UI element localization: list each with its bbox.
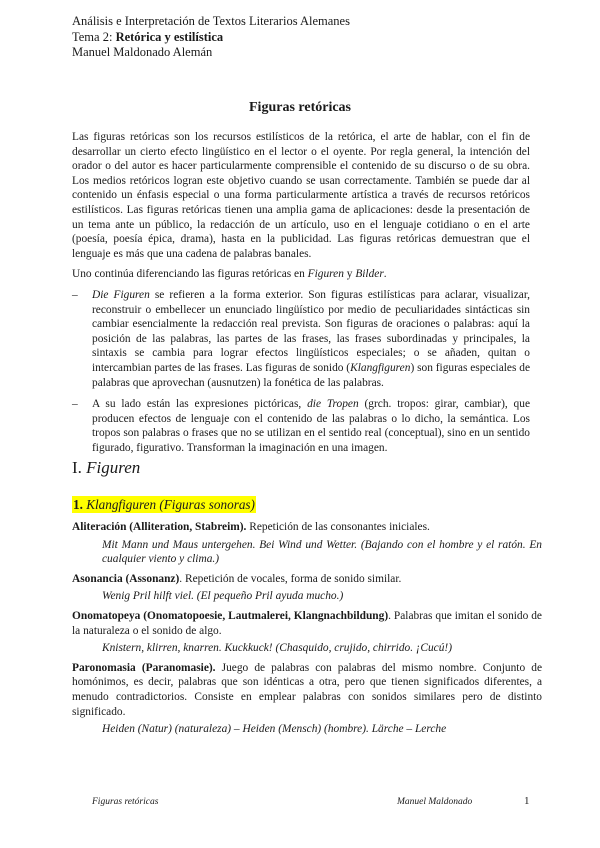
entry-paronomasia: Paronomasia (Paranomasie). Juego de palabras con palabras del mismo nombre. Conjunto de homónimos, es decir, palabras que son idénticas a otra, pero que tienen significados diferentes, a menudo contradictorios. Consiste en emplear palabras con sonidos similares pero de distinto significado. Heiden (Natur) (naturaleza) – Heiden (Mensch) (hombre). Lärche – Lerche xyxy=(72,661,543,736)
entry-asonancia: Asonancia (Assonanz). Repetición de vocales, forma de sonido similar. Wenig Pril hilft viel. (El pequeño Pril ayuda mucho.) xyxy=(72,572,542,604)
subsection-heading: 1. Klangfiguren (Figuras sonoras) xyxy=(73,497,255,512)
footer-author: Manuel Maldonado xyxy=(397,797,473,807)
page-number: 1 xyxy=(524,795,530,807)
intro-body xyxy=(72,130,530,462)
list-item-tropen: – A su lado están las expresiones pictóricas, die Tropen (grch. tropos: girar, cambiar), que producen efectos de lenguaje con el contenido de las palabras o lo dicho, la semántica. Los tropos son palabras o frases que no se utilizan en el sentido real (conceptual), sino en un sentido figurado, figurativo. Transforman la imaginación en una imagen. xyxy=(72,398,530,454)
dash-bullet: – xyxy=(72,398,78,411)
example: Knistern, klirren, knarren. Kuckkuck! (Chasquido, crujido, chirrido. ¡Cucú!) xyxy=(102,642,452,655)
example: Mit Mann und Maus untergehen. Bei Wind und Wetter. (Bajando con el hombre y el ratón. En cualquier viento y clima.) xyxy=(102,538,542,566)
figure-entries xyxy=(72,520,542,742)
dash-bullet: – xyxy=(72,288,78,301)
document-header xyxy=(72,14,350,61)
intro-paragraph: Las figuras retóricas son los recursos estilísticos de la retórica, el arte de hablar, con el fin de desarrollar un cierto efecto lingüístico en el lector o el oyente. Por regla general, la intención del orador o del autor es hacer particularmente comprensible el contenido de su discurso o de su obra. Los medios retóricos logran este objetivo cuando se usan correctamente. También se puede dar al contenido un énfasis especial o una forma particularmente artística a través de recursos retóricos estilísticos. Las figuras retóricas tienen una amplia gama de aplicaciones: desde la presentación de un tema ante un público, la redacción de un artículo, uso en el lenguaje cotidiano o en el arte (poesía, poesía épica, drama), hasta en la publicidad. Las figuras retóricas demuestran que el lenguaje es más que una cadena de palabras banales. xyxy=(72,131,530,260)
example: Wenig Pril hilft viel. (El pequeño Pril ayuda mucho.) xyxy=(102,590,344,603)
section-heading: I. Figuren xyxy=(72,458,141,477)
topic-title: Retórica y estilística xyxy=(115,29,224,44)
list-item-figuren: – Die Figuren se refieren a la forma exterior. Son figuras estilísticas para aclarar, visualizar, reconstruir o embellecer un enunciado lingüístico por medio de peculiaridades sintácticas sin cambiar esencialmente la redacción real prevista. Son figuras de oraciones o palabras: aquí la posición de las palabras, las partes de las frases, las frases subordinadas y principales, la sintaxis se cambia para lograr efectos lingüísticos especiales; o se añaden, quitan o intercambian partes de las frases. Las figuras de sonido (Klangfiguren) son figuras especiales de palabras que aprovechan (ausnutzen) la fonética de las palabras. xyxy=(72,288,531,389)
example: Heiden (Natur) (naturaleza) – Heiden (Mensch) (hombre). Lärche – Lerche xyxy=(102,723,447,736)
topic-line: Tema 2: Retórica y estilística xyxy=(72,29,224,44)
classification-paragraph: Uno continúa diferenciando las figuras retóricas en Figuren y Bilder. xyxy=(72,268,387,281)
course-title: Análisis e Interpretación de Textos Literarios Alemanes xyxy=(72,14,350,28)
entry-onomatopeya: Onomatopeya (Onomatopoesie, Lautmalerei, Klangnachbildung). Palabras que imitan el sonido de la naturaleza o el sonido de algo. Knistern, klirren, knarren. Kuckkuck! (Chasquido, crujido, chirrido. ¡Cucú!) xyxy=(72,609,542,655)
author-name: Manuel Maldonado Alemán xyxy=(72,45,213,59)
entry-aliteracion: Aliteración (Alliteration, Stabreim). Repetición de las consonantes iniciales. Mit Mann und Maus untergehen. Bei Wind und Wetter. (Bajando con el hombre y el ratón. En cualquier viento y clima.) xyxy=(72,521,542,566)
footer-title: Figuras retóricas xyxy=(92,797,159,807)
page-title: Figuras retóricas xyxy=(249,100,351,115)
